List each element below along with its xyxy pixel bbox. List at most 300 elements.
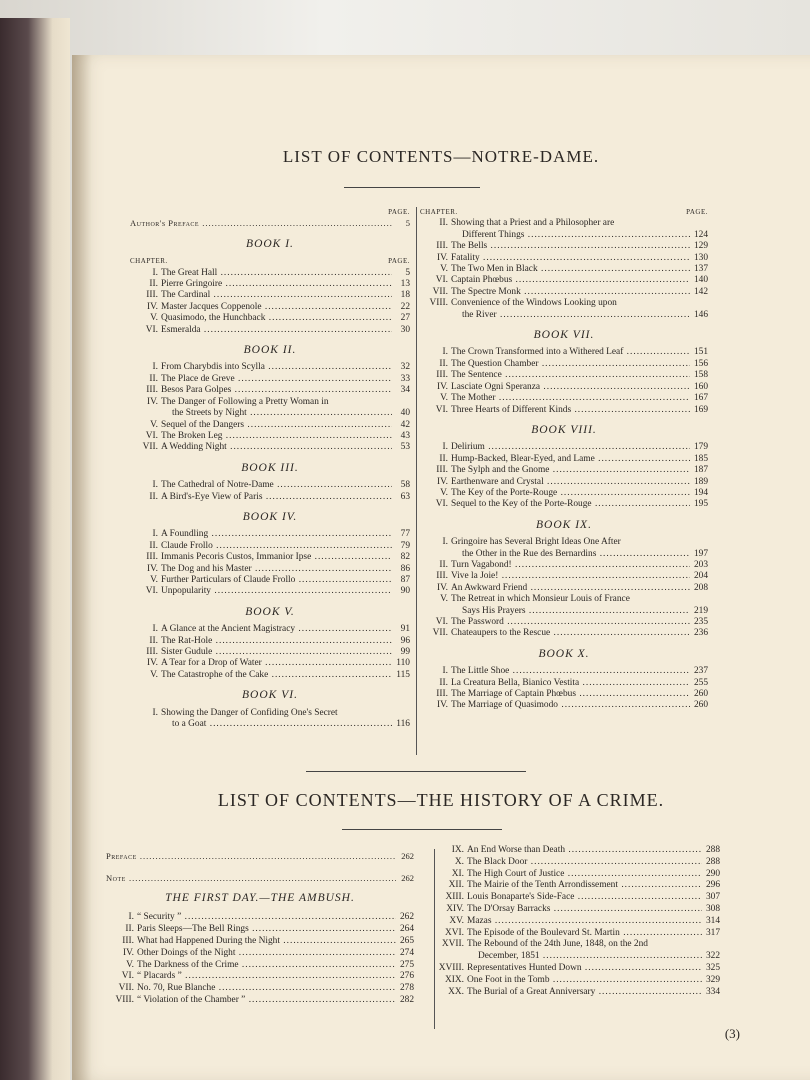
toc-entry (130, 670, 410, 681)
toc-entry (130, 268, 410, 279)
chapter-number: VII. (432, 286, 448, 297)
chapter-number: III. (146, 290, 158, 301)
title-rule (344, 187, 480, 188)
page-number-ref: 179 (693, 442, 708, 453)
chapter-number: V. (150, 313, 158, 324)
chapter-title: The Spectre Monk ..... (451, 287, 690, 298)
chapter-title: The Password ..... (451, 617, 690, 628)
chapter-number: VI. (435, 499, 448, 510)
chapter-number: III. (146, 385, 158, 396)
toc-entry (130, 385, 410, 396)
toc-entry (420, 370, 708, 381)
crime-left-column (106, 851, 414, 1007)
toc-entry (106, 960, 414, 972)
chapter-number: VII. (432, 628, 448, 639)
page-number-ref: 197 (693, 548, 708, 559)
toc-entry (436, 869, 720, 881)
chapter-title: A Tear for a Drop of Water ..... (161, 658, 392, 669)
toc-entry (420, 275, 708, 286)
page-number-ref: 43 (400, 430, 410, 441)
chapter-number: III. (436, 465, 448, 476)
page-number-ref: 87 (400, 574, 410, 585)
chapter-title-continued: Different Things ..... (462, 230, 690, 241)
chapter-title: The Sentence ..... (451, 370, 690, 381)
page-number-ref: 290 (705, 868, 720, 879)
page-number-ref: 255 (693, 677, 708, 688)
book-heading: BOOK VIII. (531, 423, 597, 436)
page-number-ref: 334 (705, 986, 720, 997)
chapter-title: The Rebound of the 24th June, 1848, on the 2nd (467, 939, 648, 950)
page-number-ref: 129 (693, 241, 708, 252)
toc-entry (130, 290, 410, 301)
chapter-number: IV. (146, 658, 158, 669)
chapter-title: “ Violation of the Chamber ” ..... (137, 995, 396, 1007)
chapter-title: Master Jacques Coppenole ..... (161, 302, 392, 313)
chapter-title-continued: Says His Prayers ..... (462, 606, 690, 617)
chapter-number: V. (440, 264, 448, 275)
toc-entry (130, 575, 410, 586)
chapter-title: Quasimodo, the Hunchback ..... (161, 313, 392, 324)
chapter-title: The Bells ..... (451, 241, 690, 252)
chapter-title: Three Hearts of Different Kinds ..... (451, 405, 690, 416)
page-number-ref: 115 (396, 669, 410, 680)
chapter-title-continued: to a Goat ..... (172, 719, 392, 730)
chapter-title: Fatality ..... (451, 253, 690, 264)
chapter-title: “ Security ” ..... (137, 912, 396, 924)
book-heading: BOOK II. (243, 344, 297, 357)
chapter-title: “ Placards ” ..... (137, 971, 396, 983)
chapter-title: The Great Hall ..... (161, 268, 392, 279)
book-heading: BOOK I. (246, 237, 294, 250)
chapter-title: The Retreat in which Monsieur Louis of France (451, 594, 630, 605)
page-number-ref: 203 (693, 559, 708, 570)
page-number-ref: 274 (399, 947, 414, 958)
chapter-title: From Charybdis into Scylla ..... (161, 362, 392, 373)
chapter-title: The High Court of Justice ..... (467, 869, 702, 881)
toc-entry (420, 382, 708, 393)
chapter-title: Sequel to the Key of the Porte-Rouge ..... (451, 499, 690, 510)
chapter-title: The Place de Greve ..... (161, 374, 392, 385)
toc-entry (420, 689, 708, 700)
chapter-number: V. (150, 669, 158, 680)
page-number-ref: 329 (705, 974, 720, 985)
chapter-number: IV. (146, 301, 158, 312)
chapter-number: IV. (436, 700, 448, 711)
chapter-title: The Two Men in Black ..... (451, 264, 690, 275)
chapter-number: VIII. (115, 994, 134, 1005)
book-heading: BOOK IV. (242, 510, 298, 523)
book-heading: BOOK V. (245, 605, 295, 618)
page-number-ref: 130 (693, 252, 708, 263)
page-number-ref: 13 (400, 279, 410, 290)
chapter-title: A Glance at the Ancient Magistracy ..... (161, 624, 392, 635)
chapter-number: IV. (146, 396, 158, 407)
chapter-title: An End Worse than Death ..... (467, 845, 702, 857)
chapter-number: VIII. (429, 298, 448, 309)
toc-entry (436, 880, 720, 892)
chapter-title: Hump-Backed, Blear-Eyed, and Lame ..... (451, 454, 690, 465)
page-number-ref: 322 (705, 951, 720, 962)
chapter-number: I. (442, 442, 448, 453)
column-divider (416, 207, 417, 755)
page-number-ref: 110 (396, 658, 410, 669)
book-heading: BOOK X. (538, 647, 590, 660)
page-number-ref: 260 (693, 700, 708, 711)
chapter-number: VI. (435, 404, 448, 415)
chapter-title: The Rat-Hole ..... (161, 636, 392, 647)
page-number-ref: 140 (693, 275, 708, 286)
page-number-ref: 187 (693, 465, 708, 476)
page-number-ref: 317 (705, 927, 720, 938)
toc-entry (420, 359, 708, 370)
page-number-ref: 142 (693, 286, 708, 297)
page-number-ref: 79 (400, 540, 410, 551)
page-number-ref: 275 (399, 959, 414, 970)
chapter-title-continued: the Other in the Rue des Bernardins ..... (462, 549, 690, 560)
chapter-number: VI. (435, 617, 448, 627)
toc-entry (130, 397, 410, 420)
page-number-ref: 32 (400, 362, 410, 373)
chapter-number: III. (436, 370, 448, 381)
chapter-number: I. (152, 624, 158, 635)
page-number-ref: 195 (693, 499, 708, 510)
toc-entry (420, 347, 708, 358)
toc-entry (130, 658, 410, 669)
chapter-title: The Darkness of the Crime ..... (137, 960, 396, 972)
chapter-number: V. (150, 419, 158, 430)
page-number-ref: 63 (400, 491, 410, 502)
page-number-ref: 27 (400, 313, 410, 324)
chapter-title: The Danger of Following a Pretty Woman in (161, 396, 329, 407)
page-number-ref: 276 (399, 971, 414, 982)
page-number-ref: 96 (400, 635, 410, 646)
chapter-title: A Foundling ..... (161, 529, 392, 540)
page-number-ref: 208 (693, 582, 708, 593)
page-number-ref: 314 (705, 915, 720, 926)
chapter-number: I. (152, 707, 158, 718)
chapter-title: Esmeralda ..... (161, 325, 392, 336)
chapter-title-continued: the Streets by Night ..... (172, 408, 392, 419)
crime-title: LIST OF CONTENTS—THE HISTORY OF A CRIME. (217, 790, 665, 810)
toc-entry (106, 924, 414, 936)
page-number-ref: 282 (399, 994, 414, 1005)
chapter-title: Representatives Hunted Down ..... (467, 963, 702, 975)
toc-entry (420, 264, 708, 275)
toc-entry (106, 948, 414, 960)
toc-entry (436, 904, 720, 916)
toc-entry (130, 313, 410, 324)
chapter-title: Vive la Joie! ..... (451, 571, 690, 582)
chapter-number: II. (439, 218, 448, 229)
toc-entry (130, 325, 410, 336)
notre-dame-title: LIST OF CONTENTS—NOTRE-DAME. (282, 147, 600, 166)
chapter-title: Louis Bonaparte's Side-Face ..... (467, 892, 702, 904)
chapter-title: The Mairie of the Tenth Arrondissement ..... (467, 880, 702, 892)
chapter-number: V. (150, 574, 158, 585)
chapter-title: Convenience of the Windows Looking upon (451, 298, 617, 309)
chapter-number: II. (439, 358, 448, 369)
toc-entry (130, 564, 410, 575)
chapter-number: IX. (451, 845, 464, 855)
toc-entry (436, 987, 720, 999)
page-number-ref: 189 (693, 476, 708, 487)
chapter-title: Gringoire has Several Bright Ideas One After (451, 537, 621, 548)
chapter-title-continued: December, 1851 ..... (478, 951, 702, 963)
chapter-number: V. (126, 959, 134, 970)
chapter-number: XVI. (444, 927, 464, 938)
book-heading: BOOK VII. (533, 329, 595, 342)
chapter-title: The Catastrophe of the Cake ..... (161, 670, 392, 681)
chapter-title: Besos Para Golpes ..... (161, 385, 392, 396)
page-number-ref: 237 (693, 666, 708, 677)
page-number-ref: 265 (399, 935, 414, 946)
toc-entry (106, 971, 414, 983)
toc-entry (420, 537, 708, 560)
page-number-ref: 53 (400, 442, 410, 453)
chapter-title: One Foot in the Tomb ..... (467, 975, 702, 987)
page-number-ref: 260 (693, 689, 708, 700)
chapter-number: II. (149, 491, 158, 502)
toc-entry (420, 499, 708, 510)
page-number-ref: 116 (396, 719, 410, 730)
chapter-title: The Question Chamber ..... (451, 359, 690, 370)
chapter-title: Lasciate Ogni Speranza ..... (451, 382, 690, 393)
chapter-title: Sequel of the Dangers ..... (161, 420, 392, 431)
page-number-ref: 42 (400, 419, 410, 430)
page-number-ref: 5 (405, 267, 410, 278)
chapter-title: Sister Gudule ..... (161, 647, 392, 658)
chapter-number: I. (442, 347, 448, 358)
chapter-number: II. (439, 453, 448, 464)
chapter-number: XVII. (441, 939, 464, 950)
chapter-number: II. (439, 559, 448, 570)
chapter-number: I. (152, 267, 158, 278)
toc-entry (420, 405, 708, 416)
page-number-ref: 82 (400, 552, 410, 563)
page-number-ref: 77 (400, 529, 410, 540)
toc-entry (420, 393, 708, 404)
page-number-ref: 146 (693, 309, 708, 320)
toc-entry (106, 912, 414, 924)
page-number-ref: 325 (705, 962, 720, 973)
page-number-ref: 235 (693, 617, 708, 627)
chapter-title: The Black Door ..... (467, 857, 702, 869)
chapter-title: The Key of the Porte-Rouge ..... (451, 488, 690, 499)
chapter-title: The Cathedral of Notre-Dame ..... (161, 480, 392, 491)
chapter-title: The Broken Leg ..... (161, 431, 392, 442)
page-number-ref: 33 (400, 373, 410, 384)
page-number-ref: 34 (400, 385, 410, 396)
chapter-title: Mazas ..... (467, 916, 702, 928)
toc-entry (420, 287, 708, 298)
toc-entry (420, 666, 708, 677)
toc-entry (436, 857, 720, 869)
chapter-title: The D'Orsay Barracks ..... (467, 904, 702, 916)
page-number-ref: 58 (400, 480, 410, 491)
toc-entry (420, 678, 708, 689)
chapter-number: VI. (145, 586, 158, 597)
chapter-title: Immanis Pecoris Custos, Immanior Ipse ..... (161, 552, 392, 563)
chapter-number: XIII. (445, 892, 464, 903)
chapter-title: Chateaupers to the Rescue ..... (451, 628, 690, 639)
chapter-title: The Dog and his Master ..... (161, 564, 392, 575)
toc-entry (436, 892, 720, 904)
chapter-number: XIX. (444, 974, 464, 985)
page-number-ref: 169 (693, 404, 708, 415)
page-number-ref: 219 (693, 605, 708, 616)
chapter-title: The Burial of a Great Anniversary ..... (467, 987, 702, 999)
toc-entry (420, 454, 708, 465)
chapter-number: VI. (145, 324, 158, 335)
page-number-ref: 167 (693, 393, 708, 404)
toc-entry (420, 253, 708, 264)
toc-entry (420, 298, 708, 321)
chapter-number: III. (146, 647, 158, 657)
chapter-title: Other Doings of the Night ..... (137, 948, 396, 960)
page-number-ref: 30 (400, 324, 410, 335)
page-number-ref: 158 (693, 370, 708, 381)
crime-column-divider (434, 849, 435, 1029)
chapter-number: II. (149, 373, 158, 384)
toc-entry (436, 975, 720, 987)
chapter-number: XX. (448, 986, 464, 997)
toc-entry (420, 442, 708, 453)
toc-entry (106, 936, 414, 948)
toc-entry (130, 362, 410, 373)
chapter-number: II. (149, 540, 158, 551)
chapter-title: The Marriage of Quasimodo ..... (451, 700, 690, 711)
page-number-ref: 160 (693, 381, 708, 392)
authors-preface-entry: Author's Preface ..... 5 (130, 218, 410, 229)
toc-entry (420, 700, 708, 711)
toc-entry (130, 708, 410, 731)
page-number-ref: 236 (693, 628, 708, 639)
page-header: PAGE. (388, 208, 410, 216)
page-number-ref: 137 (693, 264, 708, 275)
toc-entry (130, 431, 410, 442)
toc-entry (420, 583, 708, 594)
book-heading: BOOK IX. (536, 518, 592, 531)
page-number-ref: 151 (693, 347, 708, 358)
toc-entry (436, 939, 720, 963)
page-number-ref: 262 (399, 912, 414, 923)
toc-entry (436, 916, 720, 928)
toc-entry (106, 983, 414, 995)
chapter-number: IV. (436, 582, 448, 593)
page-number-ref: 264 (399, 924, 414, 935)
chapter-title: The Crown Transformed into a Withered Leaf ..... (451, 347, 690, 358)
page-number-ref: 124 (693, 229, 708, 240)
chapter-page-header: CHAPTER. PAGE. (130, 257, 410, 266)
chapter-number: III. (436, 689, 448, 700)
chapter-number: II. (125, 924, 134, 935)
book-page (72, 55, 810, 1080)
chapter-title: Claude Frollo ..... (161, 541, 392, 552)
chapter-number: IV. (436, 476, 448, 487)
chapter-title: The Episode of the Boulevard St. Martin ..... (467, 928, 702, 940)
chapter-number: V. (440, 594, 448, 605)
chapter-title: Paris Sleeps—The Bell Rings ..... (137, 924, 396, 936)
toc-entry (420, 477, 708, 488)
chapter-number: XI. (451, 868, 464, 879)
chapter-number: IV. (122, 947, 134, 958)
page-number-ref: 185 (693, 453, 708, 464)
toc-entry (436, 963, 720, 975)
chapter-number: VI. (145, 430, 158, 441)
toc-entry (420, 488, 708, 499)
page-number-ref: 296 (705, 880, 720, 891)
chapter-number: I. (152, 480, 158, 491)
chapter-title: The Cardinal ..... (161, 290, 392, 301)
toc-entry (130, 480, 410, 491)
chapter-title: La Creatura Bella, Bianico Vestita ..... (451, 678, 690, 689)
chapter-title: Pierre Gringoire ..... (161, 279, 392, 290)
chapter-number: II. (149, 279, 158, 290)
page-number-ref: 156 (693, 358, 708, 369)
toc-entry (130, 420, 410, 431)
chapter-page-header: CHAPTER. PAGE. (420, 208, 708, 216)
first-day-heading: THE FIRST DAY.—THE AMBUSH. (165, 891, 355, 904)
chapter-title: The Mother ..... (451, 393, 690, 404)
chapter-number: XIV. (446, 903, 464, 914)
chapter-title: Captain Phœbus ..... (451, 275, 690, 286)
chapter-number: VI. (435, 275, 448, 286)
toc-entry (420, 628, 708, 639)
section-rule (306, 771, 526, 772)
crime-right-column (436, 845, 720, 998)
toc-entry (420, 560, 708, 571)
chapter-title: Showing that a Priest and a Philosopher are (451, 218, 615, 229)
toc-entry (420, 594, 708, 617)
chapter-title: Earthenware and Crystal ..... (451, 477, 690, 488)
chapter-number: IV. (146, 563, 158, 574)
notre-dame-left-column (130, 207, 410, 730)
chapter-number: I. (152, 362, 158, 373)
book-cover-edge (0, 18, 70, 1080)
toc-entry (106, 995, 414, 1007)
page-number-ref: 18 (400, 290, 410, 301)
chapter-number: III. (146, 552, 158, 563)
chapter-title: A Bird's-Eye View of Paris ..... (161, 492, 392, 503)
page-number-ref: 40 (400, 408, 410, 419)
page-number-ref: 288 (705, 856, 720, 867)
crime-title-rule (342, 829, 502, 830)
page-number-ref: 22 (400, 301, 410, 312)
page-number-ref: 86 (400, 563, 410, 574)
toc-entry (130, 636, 410, 647)
page-content (72, 55, 810, 1080)
crime-preface-entry: Preface ..... 262 (106, 851, 414, 863)
page-number-ref: 90 (400, 586, 410, 597)
toc-entry (130, 279, 410, 290)
page-number-ref: 194 (693, 487, 708, 498)
page-number: (3) (724, 1026, 740, 1041)
toc-entry (130, 647, 410, 658)
chapter-title-continued: the River ..... (462, 310, 690, 321)
chapter-title: Delirium ..... (451, 442, 690, 453)
chapter-number: XV. (449, 915, 464, 926)
page-number-ref: 288 (705, 845, 720, 855)
chapter-title: Unpopularity ..... (161, 586, 392, 597)
toc-entry (130, 302, 410, 313)
toc-entry (130, 541, 410, 552)
toc-entry (420, 465, 708, 476)
chapter-title: A Wedding Night ..... (161, 442, 392, 453)
chapter-number: V. (440, 487, 448, 498)
page-number-ref: 308 (705, 903, 720, 914)
page-number-ref: 204 (693, 571, 708, 582)
chapter-title: Showing the Danger of Confiding One's Secret (161, 707, 338, 718)
